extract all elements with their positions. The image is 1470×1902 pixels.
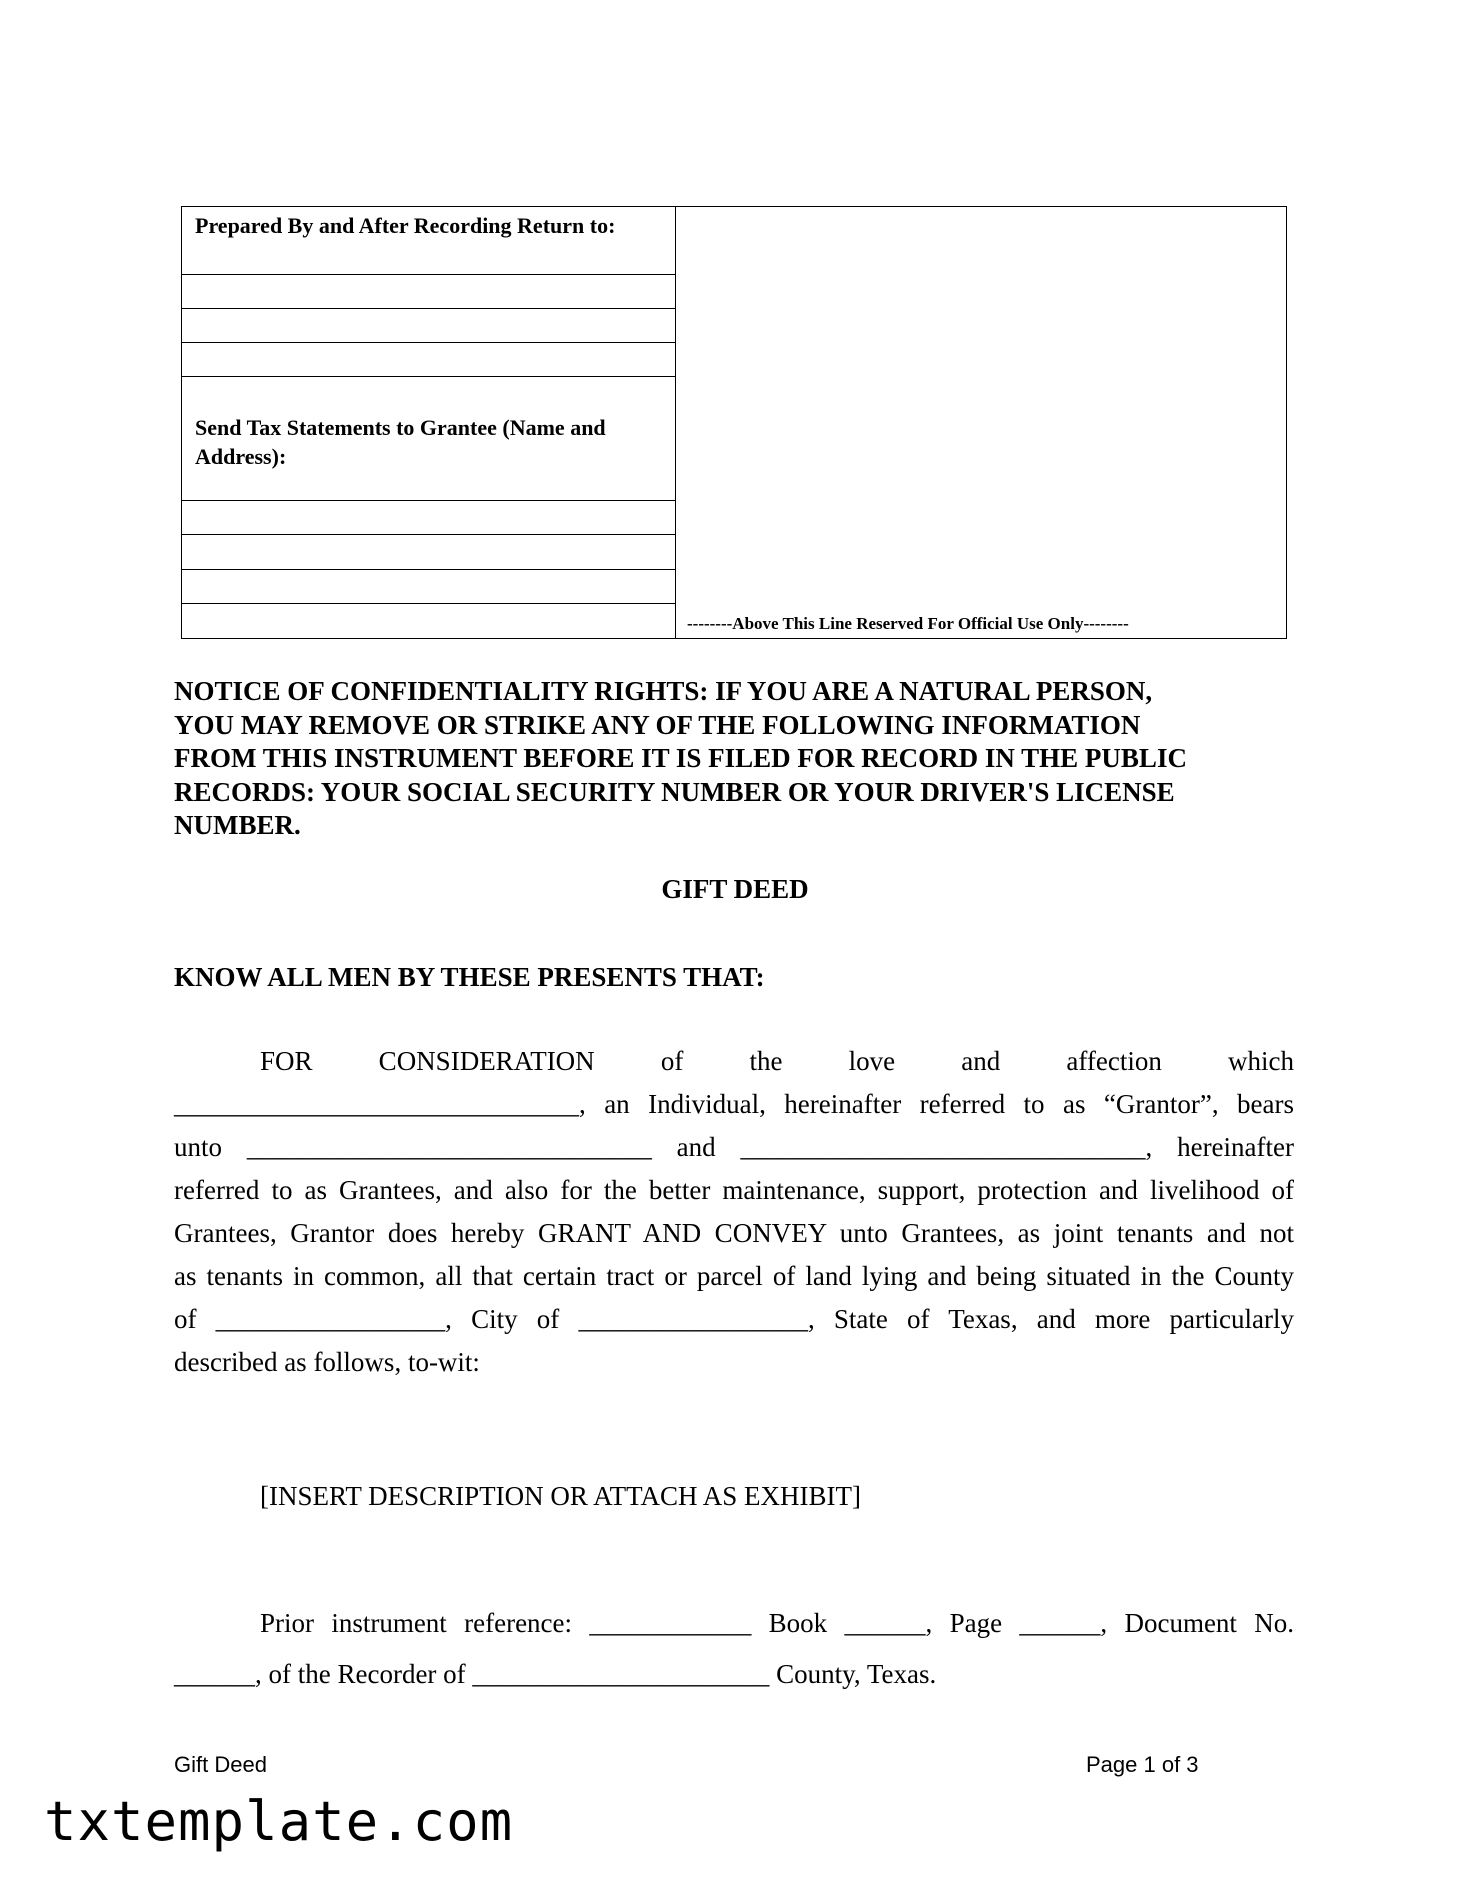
recording-return-column	[182, 207, 676, 638]
site-watermark: txtemplate.com	[44, 1790, 514, 1853]
official-use-notice: --------Above This Line Reserved For Official Use Only--------	[687, 614, 1129, 633]
paragraph-line: Grantees, Grantor does hereby GRANT AND CONVEY unto Grantees, as joint tenants and not	[174, 1218, 1294, 1248]
paragraph-line: as tenants in common, all that certain tract or parcel of land lying and being situated in the County	[174, 1261, 1294, 1291]
know-all-heading: KNOW ALL MEN BY THESE PRESENTS THAT:	[174, 962, 765, 992]
consideration-paragraph	[174, 1040, 1294, 1384]
recording-info-box	[181, 206, 1287, 639]
notice-line: NUMBER.	[174, 810, 301, 840]
paragraph-line: ______________________________, an Individual, hereinafter referred to as “Grantor”, bears	[174, 1089, 1294, 1119]
document-title: GIFT DEED	[661, 874, 809, 904]
paragraph-line: described as follows, to-wit:	[174, 1347, 480, 1377]
notice-line: NOTICE OF CONFIDENTIALITY RIGHTS: IF YOU ARE A NATURAL PERSON,	[174, 676, 1153, 706]
notice-line: YOU MAY REMOVE OR STRIKE ANY OF THE FOLLOWING INFORMATION	[174, 709, 1141, 740]
insert-description-placeholder: [INSERT DESCRIPTION OR ATTACH AS EXHIBIT]	[260, 1481, 861, 1511]
paragraph-line: unto ______________________________ and ______________________________, hereinafter	[174, 1132, 1294, 1162]
return-address-line-2	[182, 308, 675, 309]
paragraph-line: Prior instrument reference: ____________ Book ______, Page ______, Document No.	[260, 1608, 1294, 1638]
grantee-address-line-4	[182, 603, 675, 604]
footer-document-name: Gift Deed	[174, 1752, 267, 1777]
paragraph-line: FOR CONSIDERATION of the love and affection which	[260, 1046, 1294, 1076]
paragraph-line: referred to as Grantees, and also for the better maintenance, support, protection and livelihood of	[174, 1175, 1294, 1205]
return-address-line-3	[182, 342, 675, 343]
prepared-by-label: Prepared By and After Recording Return to:	[195, 213, 616, 238]
grantee-address-line-3	[182, 569, 675, 570]
prior-instrument-paragraph	[174, 1598, 1294, 1700]
tax-statements-label-line2: Address):	[195, 444, 287, 469]
paragraph-line: of _________________, City of _________________, State of Texas, and more particularly	[174, 1304, 1294, 1334]
tax-section-divider	[182, 376, 675, 377]
paragraph-line: ______, of the Recorder of ______________________ County, Texas.	[174, 1659, 937, 1689]
tax-statements-label-line1: Send Tax Statements to Grantee (Name and	[195, 415, 606, 440]
return-address-line-1	[182, 274, 675, 275]
grantee-address-line-1	[182, 500, 675, 501]
footer-page-number: Page 1 of 3	[1086, 1752, 1199, 1777]
notice-line: FROM THIS INSTRUMENT BEFORE IT IS FILED FOR RECORD IN THE PUBLIC	[174, 743, 1187, 773]
notice-line: RECORDS: YOUR SOCIAL SECURITY NUMBER OR YOUR DRIVER'S LICENSE	[174, 776, 1175, 807]
confidentiality-notice	[174, 675, 1294, 843]
grantee-address-line-2	[182, 534, 675, 535]
